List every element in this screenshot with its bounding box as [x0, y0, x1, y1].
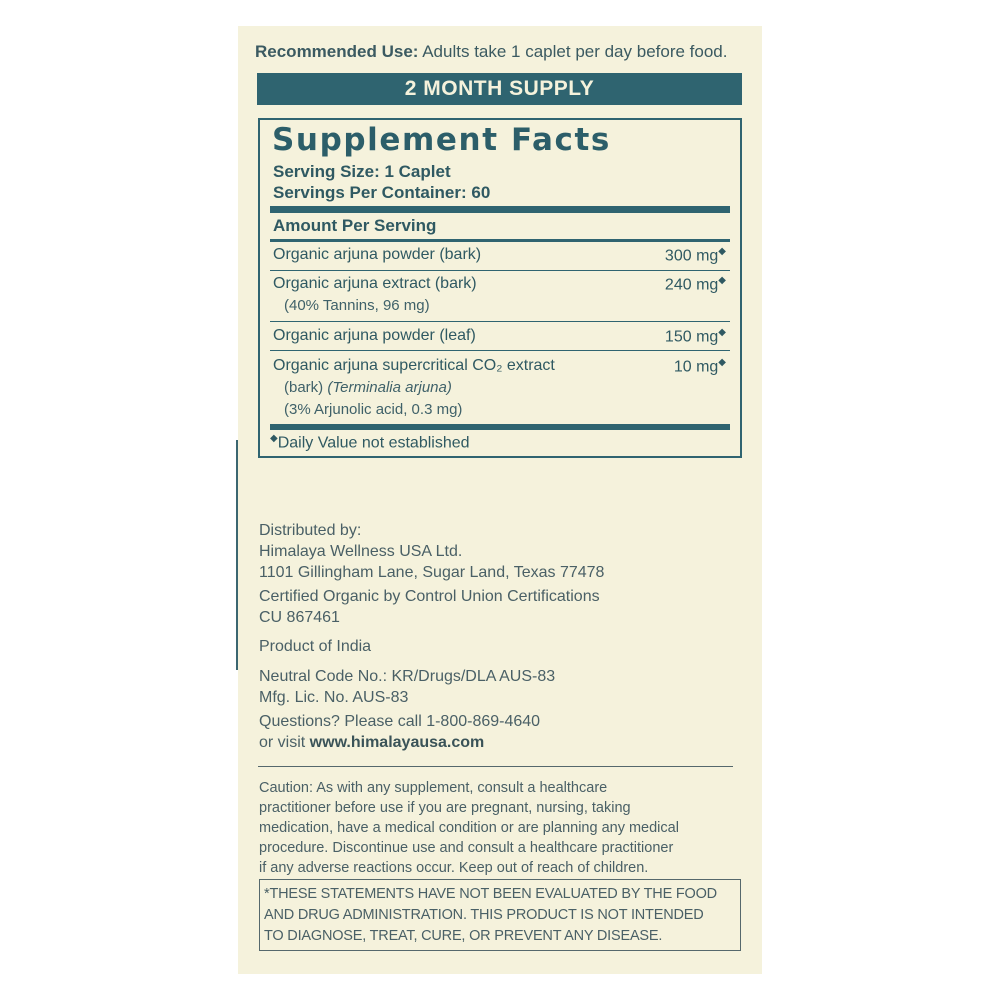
- dv-mark: ◆: [718, 246, 726, 257]
- license-codes: Neutral Code No.: KR/Drugs/DLA AUS-83 Mfg. Lic. No. AUS-83: [259, 668, 556, 706]
- facts-divider-bottom: [270, 424, 730, 430]
- caution-divider: [258, 766, 733, 767]
- recommended-use-label: Recommended Use:: [255, 42, 419, 61]
- dv-mark: ◆: [718, 275, 726, 286]
- recommended-use: [255, 42, 755, 62]
- facts-divider-mid: [270, 239, 730, 242]
- fda-disclaimer-box: [259, 879, 741, 951]
- ingredient-amount: 10 mg◆: [673, 357, 726, 376]
- ingredient-name: Organic arjuna powder (leaf): [273, 327, 476, 344]
- facts-divider-thick: [270, 206, 730, 213]
- fda-disclaimer: *THESE STATEMENTS HAVE NOT BEEN EVALUATED BY THE FOOD AND DRUG ADMINISTRATION. THIS PRODUCT IS NOT INTENDED TO DIAGNOSE, TREAT, CURE, OR PREVENT ANY DISEASE.: [264, 886, 717, 944]
- recommended-use-text: Adults take 1 caplet per day before food.: [418, 42, 728, 61]
- row-divider: [270, 270, 730, 271]
- servings-per-container: Servings Per Container: 60: [273, 183, 491, 202]
- label-panel: [238, 26, 762, 974]
- ingredient-sub: (40% Tannins, 96 mg): [284, 297, 430, 314]
- supply-banner: 2 MONTH SUPPLY: [257, 73, 742, 105]
- amount-per-serving-header: Amount Per Serving: [273, 216, 437, 235]
- website-link[interactable]: www.himalayausa.com: [309, 734, 485, 751]
- contact-info: Questions? Please call 1-800-869-4640 or visit www.himalayausa.com: [259, 713, 541, 751]
- dv-mark: ◆: [718, 327, 726, 338]
- product-origin: Product of India: [259, 638, 372, 655]
- ingredient-name: Organic arjuna extract (bark): [273, 275, 477, 292]
- certification-info: Certified Organic by Control Union Certifications CU 867461: [259, 588, 600, 626]
- dv-mark: ◆: [718, 357, 726, 368]
- ingredient-amount: 150 mg◆: [664, 327, 726, 346]
- row-divider: [270, 321, 730, 322]
- ingredient-name: Organic arjuna powder (bark): [273, 246, 482, 263]
- caution-text: Caution: As with any supplement, consult a healthcare practitioner before use if you are pregnant, nursing, taking medication, have a medical condition or are planning any medical procedure. Discontinue use and consult a healthcare practitioner if any adverse reactions occur. Keep out of reach of children.: [259, 780, 679, 876]
- distributor-info: Distributed by: Himalaya Wellness USA Ltd. 1101 Gillingham Lane, Sugar Land, Texas 77478: [259, 522, 605, 581]
- supplement-facts-box: [258, 118, 742, 458]
- dv-mark: ◆: [270, 433, 278, 444]
- ingredient-sub: (bark) (Terminalia arjuna): [284, 379, 452, 396]
- ingredient-amount: 300 mg◆: [664, 246, 726, 265]
- supplement-facts-title: Supplement Facts: [272, 122, 611, 158]
- row-divider: [270, 350, 730, 351]
- ingredient-amount: 240 mg◆: [664, 275, 726, 294]
- daily-value-footnote: ◆Daily Value not established: [270, 433, 470, 452]
- ingredient-sub: (3% Arjunolic acid, 0.3 mg): [284, 401, 463, 418]
- serving-size: Serving Size: 1 Caplet: [273, 162, 451, 181]
- ingredient-name: Organic arjuna supercritical CO₂ extract: [273, 357, 555, 374]
